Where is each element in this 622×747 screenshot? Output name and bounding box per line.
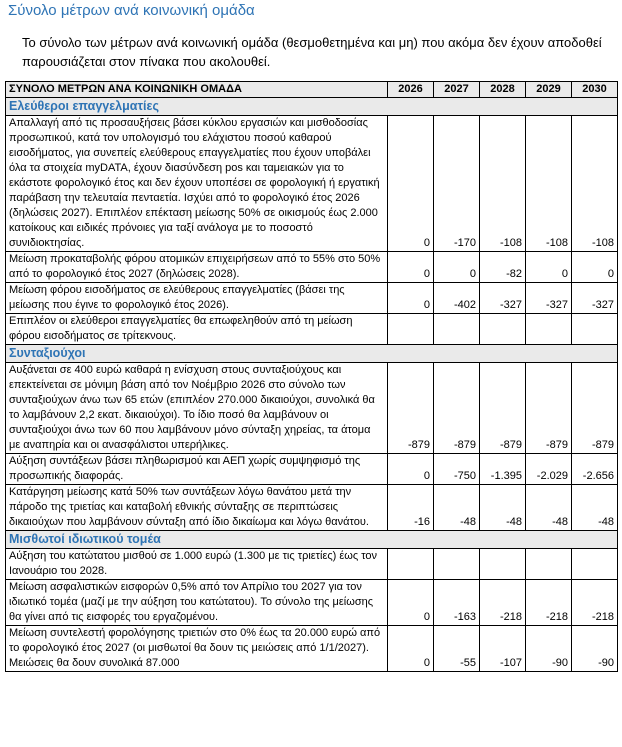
value-cell	[388, 549, 434, 580]
table-header-row	[6, 82, 618, 98]
measure-description: Μείωση προκαταβολής φόρου ατομικών επιχειρήσεων από το 55% στο 50% από το φορολογικό έτος 2027 (δηλώσεις 2028).	[6, 252, 388, 283]
value-cell	[434, 314, 480, 345]
value-cell: -327	[526, 283, 572, 314]
value-cell: 0	[388, 454, 434, 485]
value-cell: -108	[526, 116, 572, 252]
value-cell: -48	[526, 485, 572, 531]
year-header: 2026	[388, 82, 434, 98]
table-row	[6, 314, 618, 345]
value-cell	[572, 314, 618, 345]
value-cell	[480, 314, 526, 345]
value-cell: 0	[388, 283, 434, 314]
value-cell: -108	[480, 116, 526, 252]
table-row	[6, 252, 618, 283]
table-row	[6, 283, 618, 314]
table-row	[6, 626, 618, 672]
value-cell: -82	[480, 252, 526, 283]
value-cell	[434, 549, 480, 580]
table-row	[6, 363, 618, 454]
value-cell: -879	[388, 363, 434, 454]
value-cell: 0	[388, 580, 434, 626]
value-cell	[526, 549, 572, 580]
value-cell: -90	[572, 626, 618, 672]
value-cell: 0	[388, 252, 434, 283]
value-cell: -48	[572, 485, 618, 531]
value-cell: -48	[434, 485, 480, 531]
table-row	[6, 485, 618, 531]
value-cell	[388, 314, 434, 345]
measure-description: Μείωση ασφαλιστικών εισφορών 0,5% από τον Απρίλιο του 2027 για τον ιδιωτικό τομέα (μαζί με την αύξηση του κατώτατου). Το σύνολο της μείωσης θα γίνει από τις εισφορές του εργαζομένου.	[6, 580, 388, 626]
section-heading: Σύνολο μέτρων ανά κοινωνική ομάδα	[8, 2, 255, 19]
value-cell: -48	[480, 485, 526, 531]
intro-paragraph: Το σύνολο των μέτρων ανά κοινωνική ομάδα (θεσμοθετημένα και μη) που ακόμα δεν έχουν αποδοθεί παρουσιάζεται στον πίνακα που ακολουθεί.	[22, 35, 602, 69]
value-cell: -90	[526, 626, 572, 672]
value-cell: -2.656	[572, 454, 618, 485]
value-cell: -163	[434, 580, 480, 626]
value-cell: -107	[480, 626, 526, 672]
measure-description: Επιπλέον οι ελεύθεροι επαγγελματίες θα επωφεληθούν από τη μείωση φόρου εισοδήματος σε τρίτεκνους.	[6, 314, 388, 345]
value-cell: -750	[434, 454, 480, 485]
year-header: 2029	[526, 82, 572, 98]
value-cell: 0	[526, 252, 572, 283]
value-cell: -402	[434, 283, 480, 314]
value-cell: -108	[572, 116, 618, 252]
section-row-pensioners	[6, 345, 618, 363]
section-row-private-employees	[6, 531, 618, 549]
year-header: 2030	[572, 82, 618, 98]
value-cell: 0	[434, 252, 480, 283]
measure-description: Μείωση συντελεστή φορολόγησης τριετιών στο 0% έως τα 20.000 ευρώ από το φορολογικό έτος 2027 (οι μισθωτοί θα δουν τις μειώσεις από 1/1/2027). Μειώσεις θα δουν συνολικά 87.000	[6, 626, 388, 672]
value-cell: -879	[434, 363, 480, 454]
measure-description: Αύξηση συντάξεων βάσει πληθωρισμού και ΑΕΠ χωρίς συμψηφισμό της προσωπικής διαφοράς.	[6, 454, 388, 485]
value-cell: 0	[388, 116, 434, 252]
value-cell: -879	[572, 363, 618, 454]
measure-description: Απαλλαγή από τις προσαυξήσεις βάσει κύκλου εργασιών και μισθοδοσίας προσωπικού, κατά τον υπολογισμό του ελάχιστου ποσού καθαρού εισοδήματος, για συνεπείς ελεύθερους επαγγελματίες που έχουν υποβάλει όλα τα στοιχεία myDATA, έχουν διασύνδεση pos και ταμειακών για το εκάστοτε φορολογικό έτος και δεν έχουν υποπέσει σε φορολογική ή εργατική παράβαση την τελευταία πενταετία. Ισχύει από το φορολογικό έτος 2026 (δηλώσεις 2027). Επιπλέον επέκταση μείωσης 50% σε οικισμούς έως 2.000 κατοίκους και ειδικές πρόνοιες για ταξί ανάλογα με το ποσοστό συνιδιοκτησίας.	[6, 116, 388, 252]
table-row	[6, 549, 618, 580]
year-header: 2027	[434, 82, 480, 98]
section-title: Μισθωτοί ιδιωτικού τομέα	[6, 531, 618, 549]
value-cell: -879	[480, 363, 526, 454]
value-cell: -327	[572, 283, 618, 314]
value-cell: -16	[388, 485, 434, 531]
table-header-label: ΣΥΝΟΛΟ ΜΕΤΡΩΝ ΑΝΑ ΚΟΙΝΩΝΙΚΗ ΟΜΑΔΑ	[6, 82, 388, 98]
measure-description: Μείωση φόρου εισοδήματος σε ελεύθερους επαγγελματίες (βάσει της μείωσης που έγινε το φορολογικό έτος 2026).	[6, 283, 388, 314]
measure-description: Αύξηση του κατώτατου μισθού σε 1.000 ευρώ (1.300 με τις τριετίες) έως τον Ιανουάριο του 2028.	[6, 549, 388, 580]
value-cell: 0	[572, 252, 618, 283]
value-cell: -879	[526, 363, 572, 454]
table-row	[6, 454, 618, 485]
table-row	[6, 580, 618, 626]
value-cell: -218	[526, 580, 572, 626]
value-cell: -218	[572, 580, 618, 626]
section-row-freelancers	[6, 98, 618, 116]
measure-description: Κατάργηση μείωσης κατά 50% των συντάξεων λόγω θανάτου μετά την πάροδο της τριετίας και καταβολή εθνικής σύνταξης σε περιπτώσεις δικαιούχων που λαμβάνουν σύνταξη από ίδιο δικαίωμα και λόγω θανάτου.	[6, 485, 388, 531]
value-cell	[480, 549, 526, 580]
value-cell: -1.395	[480, 454, 526, 485]
measure-description: Αυξάνεται σε 400 ευρώ καθαρά η ενίσχυση στους συνταξιούχους και επεκτείνεται σε μόνιμη βάση από τον Νοέμβριο 2026 στο σύνολο των συνταξιούχων άνω των 65 ετών (επιπλέον 270.000 δικαιούχοι, συνολικά θα το λαμβάνουν 2,2 εκατ. δικαιούχοι). Το ίδιο ποσό θα λαμβάνουν οι συνταξιούχοι άνω των 60 που λαμβάνουν μόνο σύνταξη χηρείας, τα άτομα με αναπηρία και οι ανασφάλιστοι υπερήλικες.	[6, 363, 388, 454]
value-cell: 0	[388, 626, 434, 672]
table-row	[6, 116, 618, 252]
value-cell: -218	[480, 580, 526, 626]
value-cell: -55	[434, 626, 480, 672]
section-title: Συνταξιούχοι	[6, 345, 618, 363]
value-cell: -2.029	[526, 454, 572, 485]
value-cell: -170	[434, 116, 480, 252]
value-cell	[572, 549, 618, 580]
measures-table	[5, 81, 618, 672]
value-cell	[526, 314, 572, 345]
section-title: Ελεύθεροι επαγγελματίες	[6, 98, 618, 116]
value-cell: -327	[480, 283, 526, 314]
year-header: 2028	[480, 82, 526, 98]
